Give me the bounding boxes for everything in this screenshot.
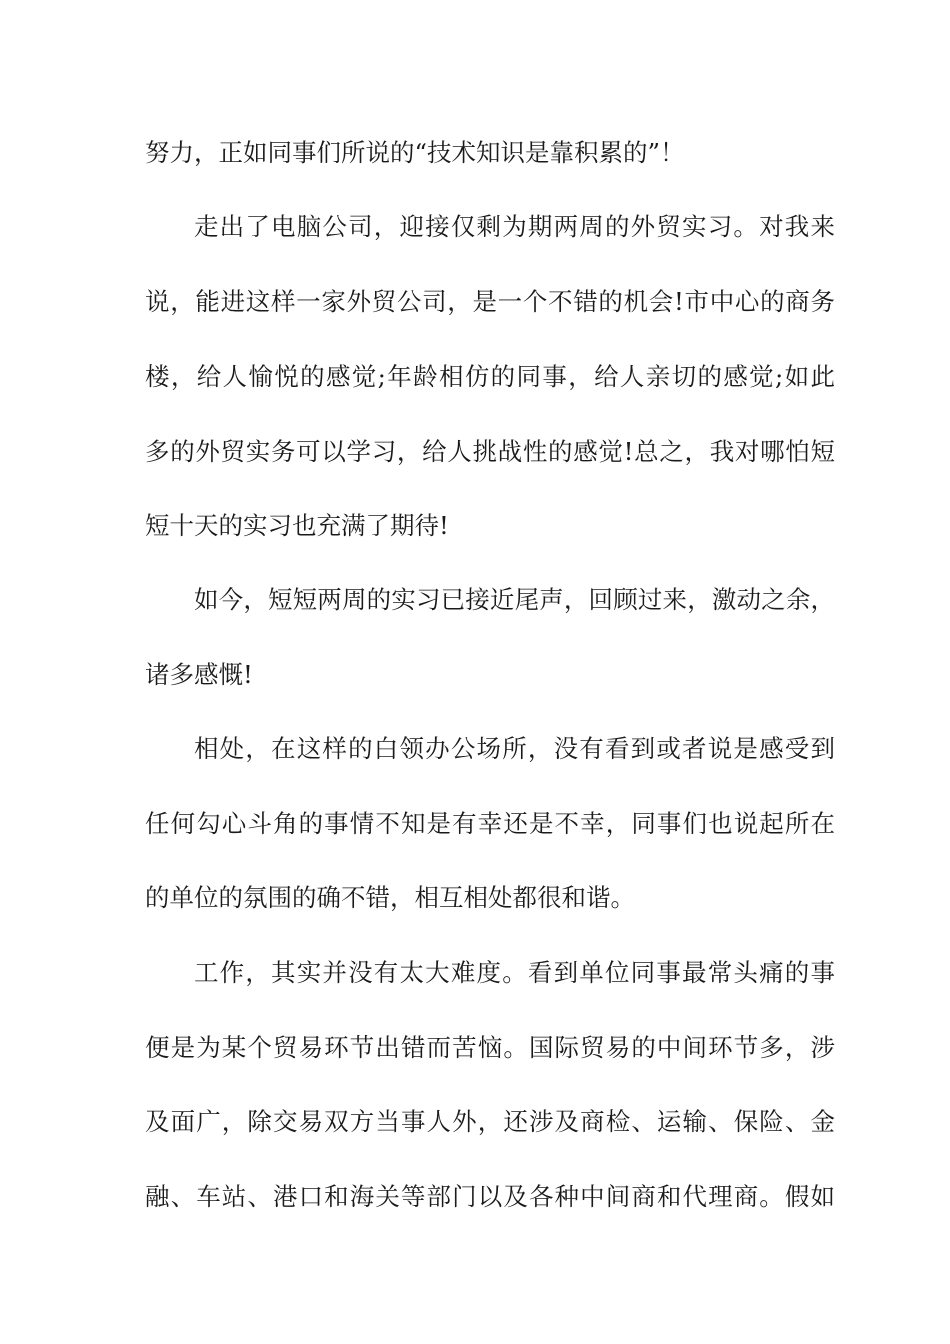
text-line: 走出了电脑公司，迎接仅剩为期两周的外贸实习。对我来 [194,212,835,241]
text-line: 的单位的氛围的确不错，相互相处都很和谐。 [145,883,635,912]
text-line: 短十天的实习也充满了期待! [145,511,449,540]
text-line: 融、车站、港口和海关等部门以及各种中间商和代理商。假如 [145,1182,835,1211]
text-line: 说，能进这样一家外贸公司，是一个不错的机会!市中心的商务 [145,287,835,316]
text-line: 便是为某个贸易环节出错而苦恼。国际贸易的中间环节多，涉 [145,1033,835,1062]
text-line: 及面广，除交易双方当事人外，还涉及商检、运输、保险、金 [145,1107,835,1136]
text-line: 努力，正如同事们所说的“技术知识是靠积累的”！ [145,138,685,167]
text-line: 如今，短短两周的实习已接近尾声，回顾过来，激动之余， [194,585,835,614]
text-line: 诸多感慨! [145,660,253,689]
text-line: 任何勾心斗角的事情不知是有幸还是不幸，同事们也说起所在 [145,809,835,838]
text-line: 相处，在这样的白领办公场所，没有看到或者说是感受到 [194,734,835,763]
text-line: 楼，给人愉悦的感觉;年龄相仿的同事，给人亲切的感觉;如此 [145,362,835,391]
text-line: 工作，其实并没有太大难度。看到单位同事最常头痛的事 [194,958,835,987]
text-line: 多的外贸实务可以学习，给人挑战性的感觉!总之，我对哪怕短 [145,437,835,466]
